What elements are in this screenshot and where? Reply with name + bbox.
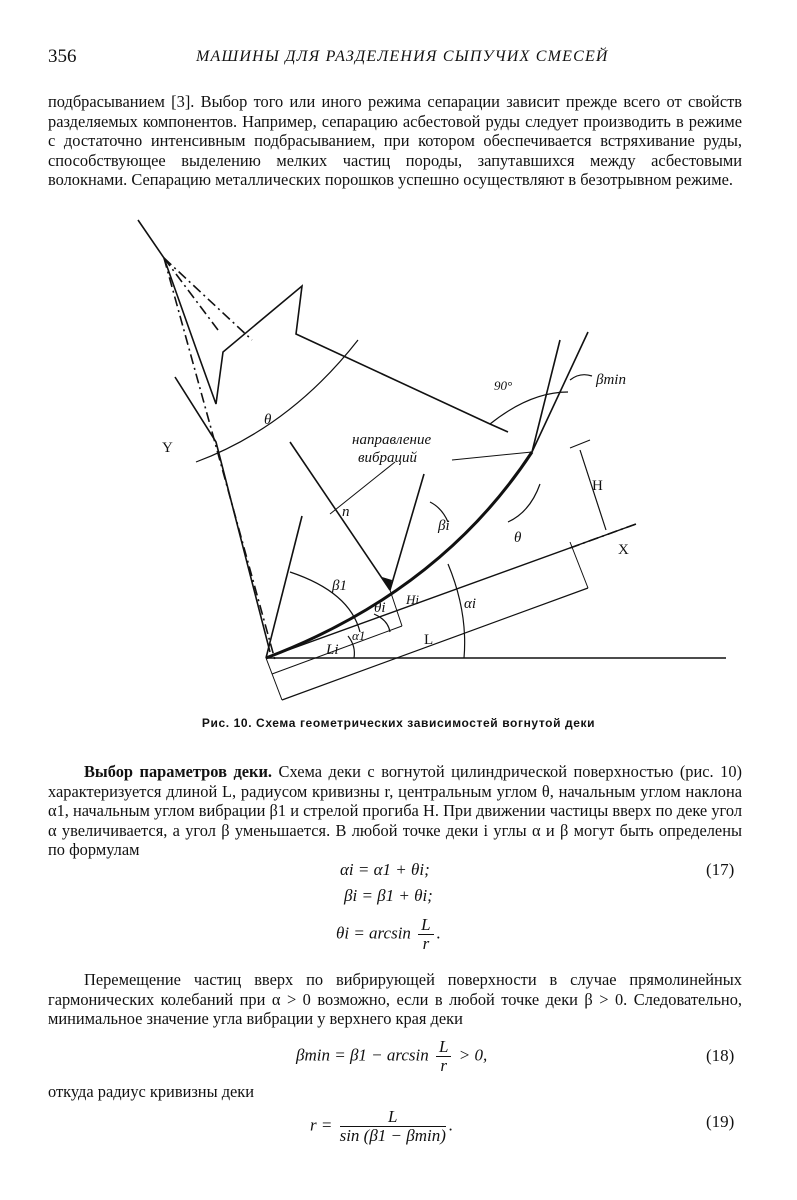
formula-19-numerator: L bbox=[340, 1108, 446, 1127]
label-theta-i: θi bbox=[374, 600, 386, 616]
left-boundary bbox=[175, 377, 270, 652]
label-angle-90: 90° bbox=[494, 378, 513, 393]
paragraph-4: откуда радиус кривизны деки bbox=[48, 1082, 255, 1101]
formula-17-denominator: r bbox=[422, 934, 430, 953]
label-alpha-i: αi bbox=[464, 596, 477, 612]
page-header bbox=[48, 46, 748, 70]
formula-17-line-3 bbox=[336, 916, 441, 953]
leader-vibration bbox=[452, 452, 532, 460]
label-x-axis: X bbox=[618, 542, 629, 558]
formula-17-line-1: αi = α1 + θi; bbox=[340, 860, 430, 879]
formula-18 bbox=[296, 1038, 487, 1075]
dashdot-line-3 bbox=[164, 258, 252, 340]
theta-right-arc bbox=[508, 484, 540, 522]
paragraph-2-heading: Выбор параметров деки. bbox=[84, 762, 272, 781]
formula-19-right: . bbox=[448, 1115, 454, 1135]
leader-vibration-2 bbox=[330, 462, 395, 514]
formula-19-denominator: sin (β1 − βmin) bbox=[339, 1126, 446, 1145]
label-h-i: Hi bbox=[406, 592, 419, 607]
vibration-line-1 bbox=[266, 516, 302, 658]
label-vibration-direction-1: направление bbox=[352, 432, 432, 448]
figure-caption: Рис. 10. Схема геометрических зависимостей вогнутой деки bbox=[201, 716, 596, 730]
label-beta-1: β1 bbox=[332, 578, 347, 594]
angle-90-arc bbox=[490, 392, 568, 424]
label-alpha-1: α1 bbox=[352, 628, 366, 643]
formula-17-numerator: L bbox=[418, 916, 433, 935]
paragraph-1: подбрасыванием [3]. Выбор того или иного режима сепарации зависит прежде всего от свойств разделяемых компонентов. Например, сепарацию асбестовой руды следует производить в режиме с достаточно интенсивным подбрасыванием, при котором обеспечивается встряхивание руды, способствующее выделению мелких частиц породы, запутавшихся между асбестовыми волокнами. Сепарацию металлических порошков успешно осуществляют в безотрывном режиме. bbox=[48, 92, 742, 189]
label-h: H bbox=[592, 478, 603, 494]
equation-number-19: (19) bbox=[706, 1112, 735, 1131]
label-l: L bbox=[424, 632, 434, 648]
formula-18-denominator: r bbox=[440, 1056, 448, 1075]
figure-10 bbox=[40, 212, 760, 712]
dashdot-line-1 bbox=[164, 258, 275, 660]
beta-1-arc bbox=[290, 572, 360, 632]
label-theta-top: θ bbox=[264, 412, 272, 428]
formula-19 bbox=[310, 1108, 453, 1145]
label-n: n bbox=[342, 504, 350, 520]
deck-geometry-diagram bbox=[40, 212, 760, 712]
equation-number-18: (18) bbox=[706, 1046, 735, 1065]
theta-arc-top bbox=[196, 340, 358, 462]
formula-17-line-2: βi = β1 + θi; bbox=[344, 886, 433, 905]
paragraph-3 bbox=[48, 970, 742, 1029]
label-beta-min: βmin bbox=[596, 372, 626, 388]
dashdot-line-2 bbox=[164, 258, 218, 330]
paragraph-2-text: Схема деки с вогнутой цилиндрической поверхностью (рис. 10) характеризуется длиной L, радиусом кривизны r, центральным углом θ, начальным углом наклона α1, начальным углом вибрации β1 и стрелой прогиба H. При движении частицы вверх по деке угол α увеличивается, а угол β уменьшается. В любой точке деки i углы α и β могут быть определены по формулам bbox=[48, 762, 742, 859]
formula-18-numerator: L bbox=[436, 1038, 451, 1057]
beta-min-arc bbox=[570, 375, 592, 380]
label-theta-right: θ bbox=[514, 530, 522, 546]
running-title: МАШИНЫ ДЛЯ РАЗДЕЛЕНИЯ СЫПУЧИХ СМЕСЕЙ bbox=[196, 48, 609, 65]
label-beta-i: βi bbox=[438, 518, 450, 534]
page-number: 356 bbox=[48, 46, 77, 67]
label-vibration-direction-2: вибраций bbox=[358, 450, 418, 466]
formula-19-left: r = bbox=[310, 1115, 333, 1135]
paragraph-2 bbox=[48, 762, 742, 860]
break-line bbox=[138, 220, 508, 432]
alpha-i-arc bbox=[448, 564, 465, 658]
label-l-i: Li bbox=[326, 642, 339, 658]
formula-18-right: > 0, bbox=[458, 1045, 488, 1065]
equation-number-17: (17) bbox=[706, 860, 735, 879]
paragraph-3-text: Перемещение частиц вверх по вибрирующей поверхности в случае прямолинейных гармонических колебаний при α > 0 возможно, если в любой точке деки β > 0. Следовательно, минимальное значение угла вибрации у верхнего края деки bbox=[48, 970, 742, 1028]
label-y-axis: Y bbox=[162, 440, 173, 456]
formula-18-left: βmin = β1 − arcsin bbox=[296, 1045, 429, 1065]
formula-17-line-3-left: θi = arcsin bbox=[336, 923, 411, 943]
normal-line-top bbox=[532, 340, 560, 452]
formula-17-tail: . bbox=[436, 923, 441, 943]
